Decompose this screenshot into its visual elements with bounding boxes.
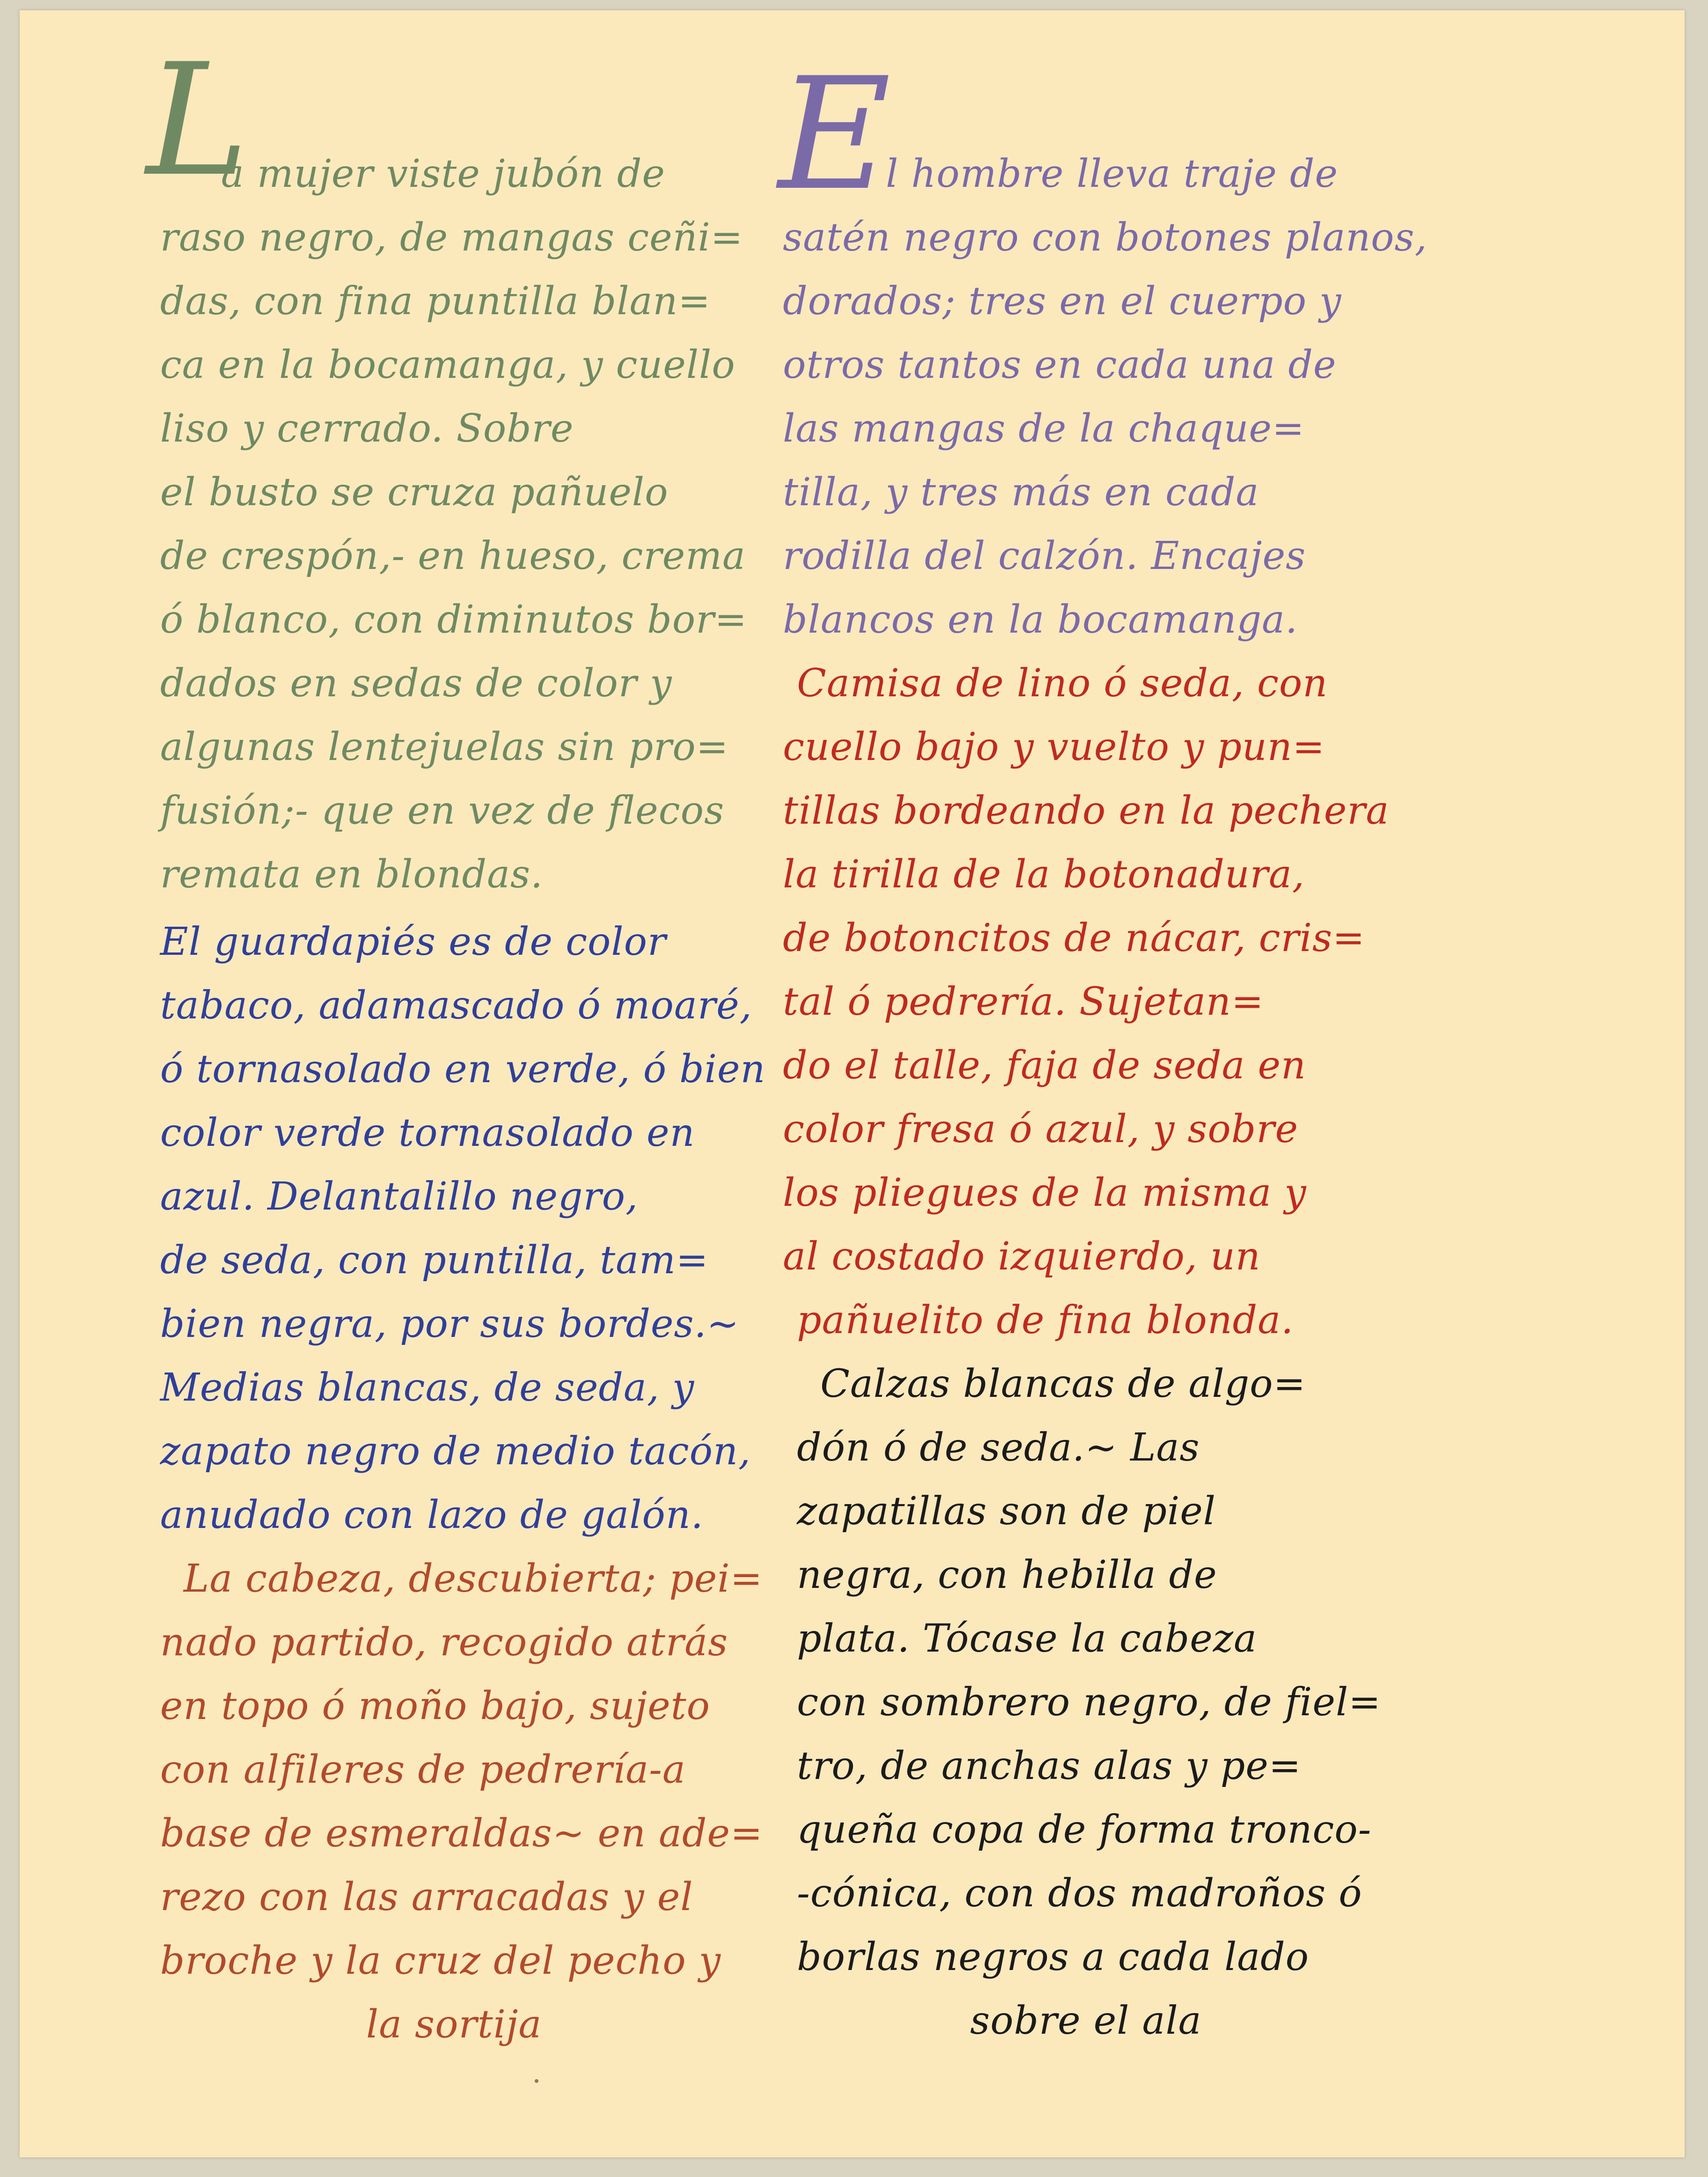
text-line: la sortija bbox=[366, 2002, 542, 2047]
text-line: de seda, con puntilla, tam= bbox=[160, 1238, 709, 1283]
text-line: anudado con lazo de galón. bbox=[160, 1493, 704, 1537]
text-line: azul. Delantalillo negro, bbox=[160, 1174, 639, 1219]
text-line: tro, de anchas alas y pe= bbox=[797, 1744, 1302, 1788]
text-line: broche y la cruz del pecho y bbox=[160, 1939, 721, 1983]
text-line: con sombrero negro, de fiel= bbox=[797, 1680, 1381, 1725]
text-line: de crespón,- en hueso, crema bbox=[160, 534, 746, 578]
text-line: tabaco, adamascado ó moaré, bbox=[160, 983, 752, 1028]
ink-speck bbox=[535, 2079, 538, 2083]
text-line: al costado izquierdo, un bbox=[783, 1234, 1261, 1279]
text-line: rezo con las arracadas y el bbox=[160, 1875, 693, 1919]
text-line: base de esmeraldas~ en ade= bbox=[160, 1811, 763, 1856]
text-line: zapatillas son de piel bbox=[797, 1489, 1216, 1534]
text-line: blancos en la bocamanga. bbox=[783, 598, 1298, 642]
text-line: el busto se cruza pañuelo bbox=[160, 470, 669, 515]
dropcap-e: E bbox=[778, 44, 891, 224]
text-line: zapato negro de medio tacón, bbox=[160, 1429, 751, 1474]
text-line: ca en la bocamanga, y cuello bbox=[160, 343, 736, 387]
text-line: las mangas de la chaque= bbox=[783, 406, 1305, 451]
text-line: dados en sedas de color y bbox=[160, 661, 672, 706]
text-line: otros tantos en cada una de bbox=[783, 343, 1337, 387]
text-line: raso negro, de mangas ceñi= bbox=[160, 215, 744, 260]
text-line: ó tornasolado en verde, ó bien bbox=[160, 1047, 766, 1092]
text-line: do el talle, faja de seda en bbox=[783, 1043, 1306, 1088]
text-line: El guardapiés es de color bbox=[160, 920, 667, 964]
text-line: bien negra, por sus bordes.~ bbox=[160, 1302, 740, 1346]
text-line: Medias blancas, de seda, y bbox=[160, 1365, 695, 1410]
text-line: tal ó pedrería. Sujetan= bbox=[783, 980, 1264, 1024]
text-line: l hombre lleva traje de bbox=[886, 152, 1338, 196]
dropcap-l: L bbox=[146, 30, 249, 210]
text-line: sobre el ala bbox=[970, 1999, 1202, 2043]
text-line: tilla, y tres más en cada bbox=[783, 470, 1259, 515]
text-line: en topo ó moño bajo, sujeto bbox=[160, 1684, 710, 1728]
text-line: color fresa ó azul, y sobre bbox=[783, 1107, 1299, 1151]
text-line: Camisa de lino ó seda, con bbox=[797, 661, 1328, 706]
text-line: Calzas blancas de algo= bbox=[820, 1362, 1306, 1406]
text-line: los pliegues de la misma y bbox=[783, 1171, 1307, 1215]
text-line: de botoncitos de nácar, cris= bbox=[783, 916, 1365, 960]
text-line: color verde tornasolado en bbox=[160, 1111, 695, 1155]
text-line: borlas negros a cada lado bbox=[797, 1935, 1310, 1979]
text-line: fusión;- que en vez de flecos bbox=[160, 789, 725, 833]
text-line: algunas lentejuelas sin pro= bbox=[160, 725, 729, 769]
text-line: con alfileres de pedrería-a bbox=[160, 1748, 686, 1792]
text-line: remata en blondas. bbox=[160, 852, 544, 897]
text-line: La cabeza, descubierta; pei= bbox=[184, 1557, 763, 1601]
text-line: a mujer viste jubón de bbox=[221, 152, 665, 196]
manuscript-page bbox=[20, 10, 1685, 2157]
text-line: nado partido, recogido atrás bbox=[160, 1620, 729, 1665]
text-line: tillas bordeando en la pechera bbox=[783, 789, 1390, 833]
text-line: dón ó de seda.~ Las bbox=[797, 1425, 1200, 1470]
text-line: ó blanco, con diminutos bor= bbox=[160, 598, 747, 642]
text-line: negra, con hebilla de bbox=[797, 1553, 1217, 1597]
text-line: plata. Tócase la cabeza bbox=[797, 1616, 1257, 1661]
text-line: rodilla del calzón. Encajes bbox=[783, 534, 1306, 578]
text-line: dorados; tres en el cuerpo y bbox=[783, 279, 1342, 324]
text-line: das, con fina puntilla blan= bbox=[160, 279, 711, 324]
text-line: liso y cerrado. Sobre bbox=[160, 406, 574, 451]
text-line: la tirilla de la botonadura, bbox=[783, 852, 1305, 897]
text-line: queña copa de forma tronco- bbox=[797, 1808, 1372, 1852]
text-line: satén negro con botones planos, bbox=[783, 215, 1428, 260]
text-line: -cónica, con dos madroños ó bbox=[797, 1871, 1362, 1916]
text-line: pañuelito de fina blonda. bbox=[797, 1298, 1294, 1343]
text-line: cuello bajo y vuelto y pun= bbox=[783, 725, 1325, 769]
